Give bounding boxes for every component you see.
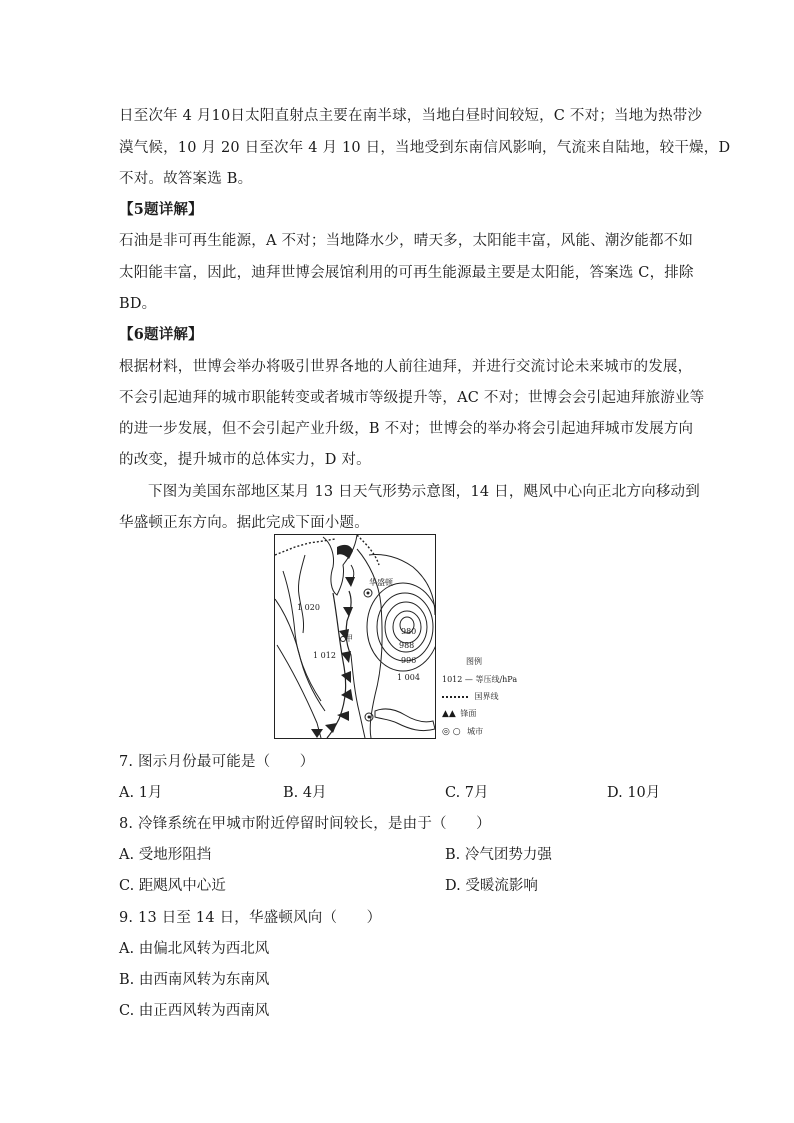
legend-title: 图例 [466,657,482,666]
paragraph-line: 不对。故答案选 B。 [119,171,253,187]
section-heading-5: 【5题详解】 [119,201,203,218]
q8-option-c[interactable]: C. 距飓风中心近 [119,878,226,894]
question-8-stem: 8. 冷锋系统在甲城市附近停留时间较长，是由于（ ） [119,816,491,832]
legend-border-row [442,691,499,702]
q7-option-a[interactable]: A. 1月 [119,785,163,801]
legend-front: 锋面 [460,709,477,718]
label-1004: 1 004 [397,673,420,682]
paragraph-line: 不会引起迪拜的城市职能转变或者城市等级提升等，AC 不对；世博会会引起迪拜旅游业等 [119,390,705,406]
label-996: 996 [401,656,417,665]
paragraph-line: 石油是非可再生能源，A 不对；当地降水少，晴天多，太阳能丰富，风能、潮汐能都不如 [119,233,694,249]
q7-option-d[interactable]: D. 10月 [607,785,661,801]
q9-option-a[interactable]: A. 由偏北风转为西北风 [119,941,270,957]
paragraph-line: 漠气候，10 月 20 日至次年 4 月 10 日，当地受到东南信风影响，气流来自陆地，较干燥，D [119,140,731,156]
q8-option-a[interactable]: A. 受地形阻挡 [119,847,212,863]
weather-map-figure [272,534,532,739]
intro-line: 华盛顿正东方向。据此完成下面小题。 [119,515,369,531]
weather-map-drawing [275,535,435,738]
dotted-line-icon [442,696,468,698]
q7-option-c[interactable]: C. 7月 [445,785,489,801]
label-1012: 1 012 [313,651,336,660]
label-988: 988 [399,641,415,650]
front-triangle-icon: ▲▲ [442,709,456,719]
section-heading-6: 【6题详解】 [119,326,203,343]
label-jia: 甲 [345,634,353,643]
paragraph-line: 日至次年 4 月10日太阳直射点主要在南半球，当地白昼时间较短，C 不对；当地为热带沙 [119,108,703,124]
intro-line: 下图为美国东部地区某月 13 日天气形势示意图，14 日，飓风中心向正北方向移动到 [148,484,700,500]
question-9-stem: 9. 13 日至 14 日，华盛顿风向（ ） [119,910,382,926]
weather-map [274,534,436,739]
paragraph-line: BD。 [119,296,157,312]
city-circle-icon: ◎ ○ [442,727,461,737]
q9-option-c[interactable]: C. 由正西风转为西南风 [119,1003,270,1019]
label-washington: 华盛顿 [369,578,393,587]
label-1020: 1 020 [297,603,320,612]
legend-border: 国界线 [474,692,499,701]
legend-isobar: 1012 — 等压线/hPa [442,675,518,684]
legend-city-row [442,726,483,737]
paragraph-line: 太阳能丰富，因此，迪拜世博会展馆利用的可再生能源最主要是太阳能，答案选 C，排除 [119,265,694,281]
legend-front-row [442,708,476,719]
q8-option-b[interactable]: B. 冷气团势力强 [445,847,552,863]
question-7-stem: 7. 图示月份最可能是（ ） [119,754,315,770]
legend-city: 城市 [467,727,484,736]
paragraph-line: 的进一步发展，但不会引起产业升级，B 不对；世博会的举办将会引起迪拜城市发展方向 [119,421,694,437]
q9-option-b[interactable]: B. 由西南风转为东南风 [119,972,270,988]
q8-option-d[interactable]: D. 受暖流影响 [445,878,538,894]
label-980: 980 [401,627,417,636]
paragraph-line: 根据材料，世博会举办将吸引世界各地的人前往迪拜，并进行交流讨论未来城市的发展， [119,359,693,375]
paragraph-line: 的改变，提升城市的总体实力，D 对。 [119,452,371,468]
q7-option-b[interactable]: B. 4月 [283,785,327,801]
